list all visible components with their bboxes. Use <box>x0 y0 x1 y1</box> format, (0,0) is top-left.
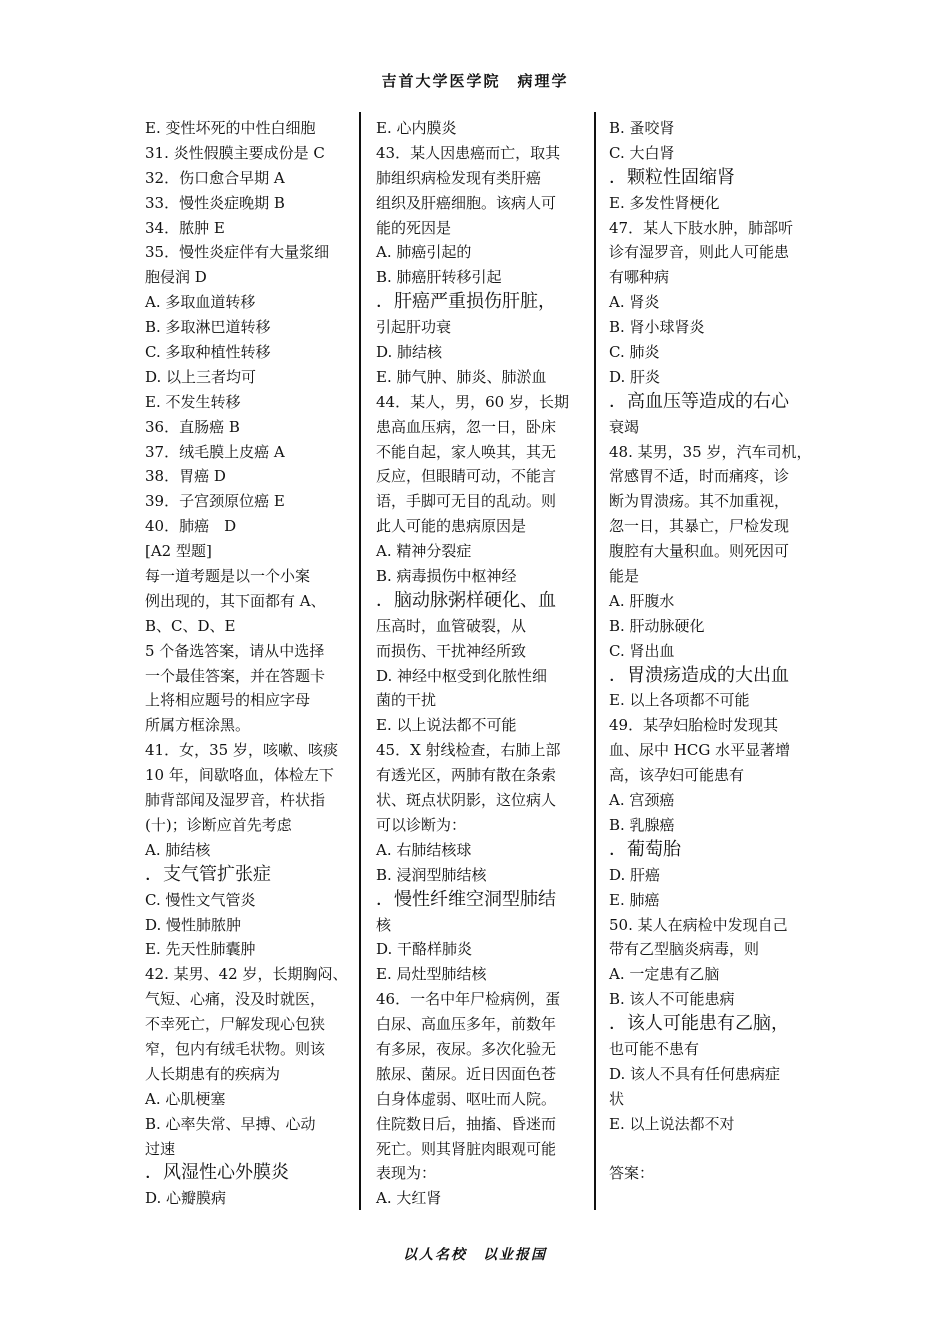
text-line: 组织及肝癌细胞。该病人可 <box>376 193 557 212</box>
text-line: 也可能不患有 <box>609 1039 700 1058</box>
text-line: 41．女，35 岁，咳嗽、咳痰 <box>145 741 338 760</box>
text-line: A. 一定患有乙脑 <box>609 965 720 984</box>
text-line: D. 肝炎 <box>609 367 661 386</box>
text-line: ．脑动脉粥样硬化、血 <box>376 589 556 611</box>
text-line: 语，手脚可无目的乱动。则 <box>376 492 557 511</box>
text-line: 状、斑点状阴影，这位病人 <box>376 791 557 810</box>
text-line: 菌的干扰 <box>376 691 437 710</box>
text-line: 一个最佳答案，并在答题卡 <box>145 666 326 685</box>
text-line: E. 局灶型肺结核 <box>376 965 487 984</box>
text-line: 31. 炎性假膜主要成份是 C <box>145 143 325 162</box>
text-line: 表现为： <box>376 1164 437 1183</box>
text-line: A. 肺癌引起的 <box>376 243 472 262</box>
text-line: 47．某人下肢水肿，肺部听 <box>609 218 794 237</box>
text-line: 白尿、高血压多年，前数年 <box>376 1015 557 1034</box>
text-line: E. 以上说法都不对 <box>609 1114 735 1133</box>
text-line: C. 大白肾 <box>609 143 675 162</box>
text-line: ．支气管扩张症 <box>145 863 271 885</box>
text-line: ．风湿性心外膜炎 <box>145 1162 289 1184</box>
text-line: 能是 <box>609 567 640 586</box>
text-line: ．高血压等造成的右心 <box>609 390 789 412</box>
text-line: 有多尿，夜尿。多次化验无 <box>376 1039 557 1058</box>
text-line: 窄，包内有绒毛状物。则该 <box>145 1039 326 1058</box>
text-line: D. 肺结核 <box>376 343 443 362</box>
text-line: D. 以上三者均可 <box>145 367 257 386</box>
text-line: E. 先天性肺囊肿 <box>145 940 256 959</box>
text-line: D. 肝癌 <box>609 865 661 884</box>
text-line: 49．某孕妇胎检时发现其 <box>609 716 779 735</box>
text-line: (十)；诊断应首先考虑 <box>145 815 292 834</box>
text-line: E. 以上各项都不可能 <box>609 691 750 710</box>
text-line: E. 多发性肾梗化 <box>609 193 720 212</box>
text-line: 33．慢性炎症晚期 B <box>145 193 285 212</box>
text-line: 肺组织病检发现有类肝癌 <box>376 168 542 187</box>
text-line: 42. 某男、42 岁，长期胸闷、 <box>145 965 348 984</box>
text-line: D. 心瓣膜病 <box>145 1189 227 1208</box>
text-line: B. 肺癌肝转移引起 <box>376 268 502 287</box>
text-line: 过速 <box>145 1139 176 1158</box>
text-line: 38．胃癌 D <box>145 467 226 486</box>
text-line: B. 肾小球肾炎 <box>609 318 705 337</box>
text-line: 36．直肠癌 B <box>145 417 240 436</box>
text-line: ．该人可能患有乙脑， <box>609 1013 789 1035</box>
text-line: 忽一日，其暴亡，尸检发现 <box>609 517 790 536</box>
text-line: E. 变性坏死的中性白细胞 <box>145 119 316 137</box>
text-line: 10 年，间歇咯血，体检左下 <box>145 766 334 785</box>
text-line: A. 肾炎 <box>609 293 660 312</box>
text-line: A. 多取血道转移 <box>145 293 256 312</box>
text-line: 此人可能的患病原因是 <box>376 517 527 536</box>
column-divider-right <box>594 112 596 1210</box>
text-line: 衰竭 <box>609 417 640 436</box>
text-line: 血、尿中 HCG 水平显著增 <box>609 741 791 760</box>
text-line: 34．脓肿 E <box>145 218 225 237</box>
text-line: A. 精神分裂症 <box>376 542 472 561</box>
text-line: 常感胃不适，时而痛疼，诊 <box>609 467 790 486</box>
text-line: 37．绒毛膜上皮癌 A <box>145 442 285 461</box>
text-line: 40．肺癌 D <box>145 517 237 536</box>
text-line: 患高血压病，忽一日，卧床 <box>376 417 557 436</box>
text-line: C. 多取种植性转移 <box>145 343 271 362</box>
column-divider-left <box>359 112 361 1210</box>
text-line: B. 肝动脉硬化 <box>609 616 705 635</box>
text-line: D. 干酪样肺炎 <box>376 940 473 959</box>
text-line: 腹腔有大量积血。则死因可 <box>609 542 790 561</box>
text-line: A. 肺结核 <box>145 840 211 859</box>
text-line: 带有乙型脑炎病毒，则 <box>609 940 760 959</box>
text-line: C. 肺炎 <box>609 343 660 362</box>
text-line: B. 乳腺癌 <box>609 815 675 834</box>
text-line: 反应，但眼睛可动，不能言 <box>376 467 557 486</box>
text-line: D. 神经中枢受到化脓性细 <box>376 666 548 685</box>
text-line: B. 病毒损伤中枢神经 <box>376 567 517 586</box>
text-line: 不幸死亡，尸解发现心包狭 <box>145 1015 326 1034</box>
text-line: 39．子宫颈原位癌 E <box>145 492 285 511</box>
text-line: E. 以上说法都不可能 <box>376 716 517 735</box>
text-line: E. 肺气肿、肺炎、肺淤血 <box>376 367 547 386</box>
text-line: 气短、心痛，没及时就医， <box>145 990 326 1009</box>
text-line: ．肝癌严重损伤肝脏， <box>376 291 556 313</box>
text-line: 引起肝功衰 <box>376 318 452 337</box>
text-line: 压高时，血管破裂，从 <box>376 616 527 635</box>
text-line: A. 心肌梗塞 <box>145 1089 226 1108</box>
text-line: 状 <box>609 1089 625 1108</box>
text-line: 肺背部闻及湿罗音，杵状指 <box>145 791 326 810</box>
text-line: A. 肝腹水 <box>609 591 675 610</box>
text-line: 48. 某男，35 岁，汽车司机， <box>609 442 812 461</box>
text-line: 脓尿、菌尿。近日因面色苍 <box>376 1064 557 1083</box>
text-line: B、C、D、E <box>145 616 236 635</box>
text-line: 有透光区，两肺有散在条索 <box>376 766 557 785</box>
text-line: 可以诊断为： <box>376 815 467 834</box>
text-line: 不能自起，家人唤其，其无 <box>376 442 557 461</box>
text-line: 有哪种病 <box>609 268 670 287</box>
text-line: ．颗粒性固缩肾 <box>609 166 735 188</box>
text-line: 46．一名中年尸检病例，蛋 <box>376 990 561 1009</box>
text-line: 住院数日后，抽搐、昏迷而 <box>376 1114 557 1133</box>
text-line: C. 肾出血 <box>609 641 675 660</box>
text-line: A. 右肺结核球 <box>376 840 472 859</box>
text-line: ．葡萄胎 <box>609 838 681 860</box>
text-line: E. 不发生转移 <box>145 392 241 411</box>
text-line: 上将相应题号的相应字母 <box>145 691 311 710</box>
text-line: 43．某人因患癌而亡，取其 <box>376 143 561 162</box>
text-line: 答案： <box>609 1164 655 1183</box>
text-column-2 <box>376 116 578 1211</box>
text-line: 人长期患有的疾病为 <box>145 1064 281 1083</box>
text-line: D. 慢性肺脓肿 <box>145 915 242 934</box>
text-column-1 <box>145 116 350 1211</box>
text-line: E. 肺癌 <box>609 890 660 909</box>
text-line: 白身体虚弱、呕吐而人院。 <box>376 1089 557 1108</box>
text-line: [A2 型题] <box>145 542 212 561</box>
page-header: 吉首大学医学院 病理学 <box>381 72 569 90</box>
text-line: B. 该人不可能患病 <box>609 990 735 1009</box>
text-line: 32．伤口愈合早期 A <box>145 168 285 187</box>
text-line: B. 多取淋巴道转移 <box>145 318 271 337</box>
text-line: E. 心内膜炎 <box>376 119 457 137</box>
text-line: 每一道考题是以一个小案 <box>145 567 311 586</box>
text-line: 能的死因是 <box>376 218 452 237</box>
text-line: B. 心率失常、早搏、心动 <box>145 1114 316 1133</box>
text-line: C. 慢性文气管炎 <box>145 890 256 909</box>
text-line: 35．慢性炎症伴有大量浆细 <box>145 243 330 262</box>
text-line: 5 个备选答案，请从中选择 <box>145 641 325 660</box>
text-line: 死亡。则其肾脏肉眼观可能 <box>376 1139 557 1158</box>
text-line: 而损伤、干扰神经所致 <box>376 641 527 660</box>
text-line: B. 蚤咬肾 <box>609 119 675 137</box>
text-line: 断为胃溃疡。其不加重视， <box>609 492 790 511</box>
text-line <box>609 1137 809 1162</box>
page-footer: 以人名校 以业报国 <box>403 1247 547 1263</box>
text-line: 45．X 射线检查，右肺上部 <box>376 741 561 760</box>
text-line: 核 <box>376 915 392 934</box>
text-line: ．胃溃疡造成的大出血 <box>609 664 789 686</box>
text-line: B. 浸润型肺结核 <box>376 865 487 884</box>
text-line: 例出现的，其下面都有 A、 <box>145 591 326 610</box>
text-line: D. 该人不具有任何患病症 <box>609 1064 781 1083</box>
text-line: 44．某人，男，60 岁，长期 <box>376 392 569 411</box>
text-line: 高，该孕妇可能患有 <box>609 766 745 785</box>
text-column-3 <box>609 116 812 1186</box>
text-line: 50. 某人在病检中发现自己 <box>609 915 788 934</box>
text-line: A. 大红肾 <box>376 1189 442 1208</box>
text-line: ．慢性纤维空洞型肺结 <box>376 888 556 910</box>
text-line: 诊有湿罗音，则此人可能患 <box>609 243 790 262</box>
text-line: 所属方框涂黑。 <box>145 716 251 735</box>
text-line: 胞侵润 D <box>145 268 207 287</box>
text-line: A. 宫颈癌 <box>609 791 675 810</box>
